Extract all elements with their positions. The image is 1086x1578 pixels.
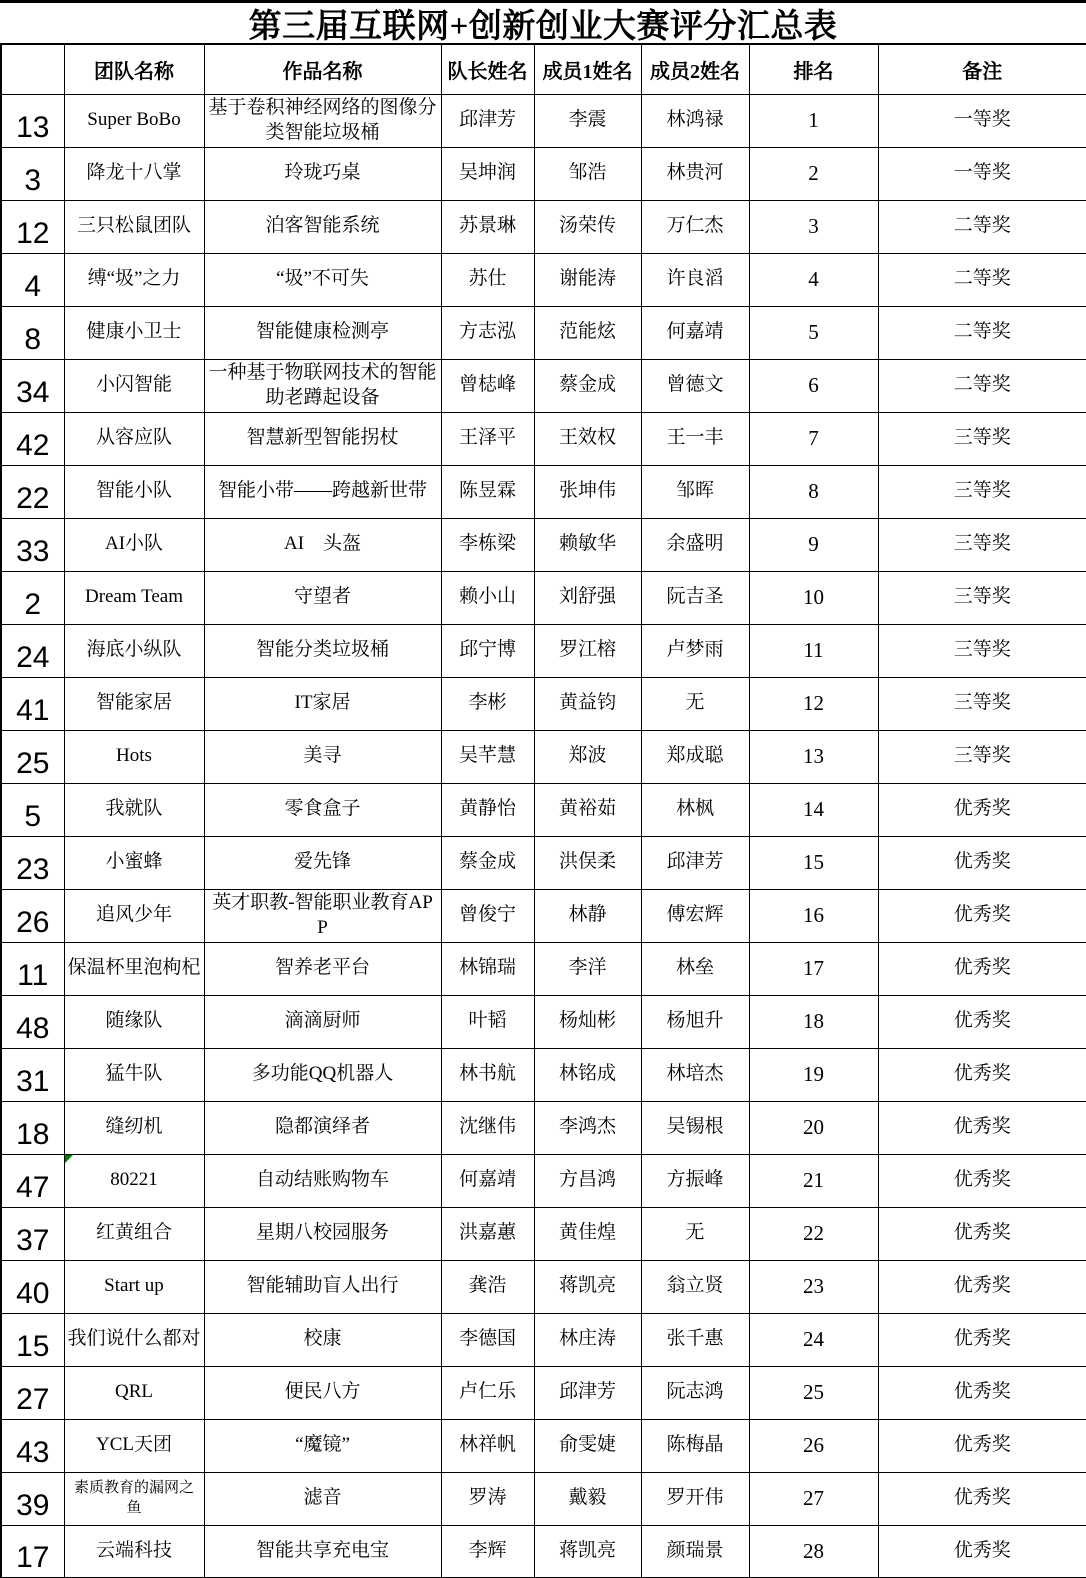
member1-name-cell: 林铭成 bbox=[534, 1048, 641, 1101]
team-name-cell: 素质教育的漏网之鱼 bbox=[64, 1472, 204, 1525]
member1-name-cell: 张坤伟 bbox=[534, 465, 641, 518]
member2-name-cell: 翁立贤 bbox=[641, 1260, 749, 1313]
member1-name-cell: 刘舒强 bbox=[534, 571, 641, 624]
award-cell: 三等奖 bbox=[878, 730, 1086, 783]
table-row bbox=[1, 783, 1086, 836]
member1-name-cell: 蒋凯亮 bbox=[534, 1260, 641, 1313]
table-row bbox=[1, 1048, 1086, 1101]
captain-name-cell: 方志泓 bbox=[441, 306, 534, 359]
captain-name-cell: 黄静怡 bbox=[441, 783, 534, 836]
captain-name-cell: 邱宁博 bbox=[441, 624, 534, 677]
team-name-cell: 海底小纵队 bbox=[64, 624, 204, 677]
member1-name-cell: 蒋凯亮 bbox=[534, 1525, 641, 1578]
captain-name-cell: 陈昱霖 bbox=[441, 465, 534, 518]
team-name-cell: 猛牛队 bbox=[64, 1048, 204, 1101]
row-number-cell: 31 bbox=[1, 1048, 64, 1101]
member2-name-cell: 无 bbox=[641, 1207, 749, 1260]
captain-name-cell: 李栋梁 bbox=[441, 518, 534, 571]
column-header-rank: 排名 bbox=[749, 44, 878, 94]
row-number-cell: 22 bbox=[1, 465, 64, 518]
member1-name-cell: 方昌鸿 bbox=[534, 1154, 641, 1207]
rank-cell: 18 bbox=[749, 995, 878, 1048]
award-cell: 优秀奖 bbox=[878, 942, 1086, 995]
work-name-cell: 智能分类垃圾桶 bbox=[204, 624, 441, 677]
rank-cell: 21 bbox=[749, 1154, 878, 1207]
award-cell: 优秀奖 bbox=[878, 836, 1086, 889]
captain-name-cell: 罗涛 bbox=[441, 1472, 534, 1525]
work-name-cell: “魔镜” bbox=[204, 1419, 441, 1472]
row-number-cell: 39 bbox=[1, 1472, 64, 1525]
rank-cell: 1 bbox=[749, 94, 878, 147]
work-name-cell: 智能共享充电宝 bbox=[204, 1525, 441, 1578]
member2-name-cell: 余盛明 bbox=[641, 518, 749, 571]
member2-name-cell: 邹晖 bbox=[641, 465, 749, 518]
member2-name-cell: 林贵河 bbox=[641, 147, 749, 200]
table-row bbox=[1, 1154, 1086, 1207]
row-number-cell: 47 bbox=[1, 1154, 64, 1207]
row-number-cell: 23 bbox=[1, 836, 64, 889]
row-number-cell: 48 bbox=[1, 995, 64, 1048]
team-name-cell: 随缘队 bbox=[64, 995, 204, 1048]
member1-name-cell: 李鸿杰 bbox=[534, 1101, 641, 1154]
row-number-cell: 26 bbox=[1, 889, 64, 942]
row-number-cell: 12 bbox=[1, 200, 64, 253]
rank-cell: 25 bbox=[749, 1366, 878, 1419]
award-cell: 优秀奖 bbox=[878, 1260, 1086, 1313]
member1-name-cell: 俞雯婕 bbox=[534, 1419, 641, 1472]
member1-name-cell: 汤荣传 bbox=[534, 200, 641, 253]
work-name-cell: 美寻 bbox=[204, 730, 441, 783]
member2-name-cell: 曾德文 bbox=[641, 359, 749, 412]
award-cell: 优秀奖 bbox=[878, 1101, 1086, 1154]
captain-name-cell: 吴芊慧 bbox=[441, 730, 534, 783]
row-number-cell: 24 bbox=[1, 624, 64, 677]
table-row bbox=[1, 1207, 1086, 1260]
member1-name-cell: 谢能涛 bbox=[534, 253, 641, 306]
rank-cell: 5 bbox=[749, 306, 878, 359]
team-name-cell: 降龙十八掌 bbox=[64, 147, 204, 200]
table-row bbox=[1, 94, 1086, 147]
member2-name-cell: 林培杰 bbox=[641, 1048, 749, 1101]
rank-cell: 9 bbox=[749, 518, 878, 571]
rank-cell: 8 bbox=[749, 465, 878, 518]
member2-name-cell: 陈梅晶 bbox=[641, 1419, 749, 1472]
row-number-cell: 42 bbox=[1, 412, 64, 465]
team-name-cell: Start up bbox=[64, 1260, 204, 1313]
team-name-cell: AI小队 bbox=[64, 518, 204, 571]
column-header-remark: 备注 bbox=[878, 44, 1086, 94]
text-as-number-marker-icon bbox=[65, 1155, 73, 1163]
page-title: 第三届互联网+创新创业大赛评分汇总表 bbox=[0, 0, 1086, 43]
award-cell: 优秀奖 bbox=[878, 1313, 1086, 1366]
table-row bbox=[1, 253, 1086, 306]
table-row bbox=[1, 995, 1086, 1048]
rank-cell: 3 bbox=[749, 200, 878, 253]
member1-name-cell: 黄裕茹 bbox=[534, 783, 641, 836]
row-number-cell: 34 bbox=[1, 359, 64, 412]
work-name-cell: 智能辅助盲人出行 bbox=[204, 1260, 441, 1313]
table-row bbox=[1, 836, 1086, 889]
award-cell: 二等奖 bbox=[878, 253, 1086, 306]
table-row bbox=[1, 624, 1086, 677]
table-row bbox=[1, 147, 1086, 200]
row-number-cell: 15 bbox=[1, 1313, 64, 1366]
member1-name-cell: 黄益钧 bbox=[534, 677, 641, 730]
rank-cell: 17 bbox=[749, 942, 878, 995]
rank-cell: 27 bbox=[749, 1472, 878, 1525]
member1-name-cell: 蔡金成 bbox=[534, 359, 641, 412]
team-name-cell: 健康小卫士 bbox=[64, 306, 204, 359]
table-row bbox=[1, 1472, 1086, 1525]
rank-cell: 15 bbox=[749, 836, 878, 889]
captain-name-cell: 吴坤润 bbox=[441, 147, 534, 200]
table-row bbox=[1, 889, 1086, 942]
award-cell: 三等奖 bbox=[878, 518, 1086, 571]
column-header-member2-name: 成员2姓名 bbox=[641, 44, 749, 94]
member2-name-cell: 林垒 bbox=[641, 942, 749, 995]
team-name-cell: 从容应队 bbox=[64, 412, 204, 465]
captain-name-cell: 林祥帆 bbox=[441, 1419, 534, 1472]
work-name-cell: 自动结账购物车 bbox=[204, 1154, 441, 1207]
captain-name-cell: 叶韬 bbox=[441, 995, 534, 1048]
captain-name-cell: 邱津芳 bbox=[441, 94, 534, 147]
work-name-cell: 基于卷积神经网络的图像分类智能垃圾桶 bbox=[204, 94, 441, 147]
rank-cell: 6 bbox=[749, 359, 878, 412]
work-name-cell: 滴滴厨师 bbox=[204, 995, 441, 1048]
member2-name-cell: 无 bbox=[641, 677, 749, 730]
work-name-cell: 便民八方 bbox=[204, 1366, 441, 1419]
team-name-cell: 云端科技 bbox=[64, 1525, 204, 1578]
member1-name-cell: 邹浩 bbox=[534, 147, 641, 200]
member2-name-cell: 阮志鸿 bbox=[641, 1366, 749, 1419]
captain-name-cell: 蔡金成 bbox=[441, 836, 534, 889]
table-row bbox=[1, 1313, 1086, 1366]
row-number-cell: 2 bbox=[1, 571, 64, 624]
captain-name-cell: 李德国 bbox=[441, 1313, 534, 1366]
member2-name-cell: 万仁杰 bbox=[641, 200, 749, 253]
member2-name-cell: 吴锡根 bbox=[641, 1101, 749, 1154]
captain-name-cell: 曾俊宁 bbox=[441, 889, 534, 942]
member1-name-cell: 戴毅 bbox=[534, 1472, 641, 1525]
award-cell: 优秀奖 bbox=[878, 1366, 1086, 1419]
table-row bbox=[1, 1260, 1086, 1313]
work-name-cell: 滤音 bbox=[204, 1472, 441, 1525]
captain-name-cell: 沈继伟 bbox=[441, 1101, 534, 1154]
table-row bbox=[1, 412, 1086, 465]
member1-name-cell: 范能炫 bbox=[534, 306, 641, 359]
work-name-cell: 智慧新型智能拐杖 bbox=[204, 412, 441, 465]
award-cell: 优秀奖 bbox=[878, 889, 1086, 942]
award-cell: 二等奖 bbox=[878, 359, 1086, 412]
table-row bbox=[1, 465, 1086, 518]
row-number-cell: 41 bbox=[1, 677, 64, 730]
award-cell: 优秀奖 bbox=[878, 1472, 1086, 1525]
team-name-cell: 我们说什么都对 bbox=[64, 1313, 204, 1366]
rank-cell: 23 bbox=[749, 1260, 878, 1313]
team-name-cell: 缝纫机 bbox=[64, 1101, 204, 1154]
member1-name-cell: 黄佳煌 bbox=[534, 1207, 641, 1260]
team-name-cell: 红黄组合 bbox=[64, 1207, 204, 1260]
rank-cell: 7 bbox=[749, 412, 878, 465]
row-number-cell: 37 bbox=[1, 1207, 64, 1260]
work-name-cell: 玲珑巧桌 bbox=[204, 147, 441, 200]
team-name-cell: 80221 bbox=[64, 1154, 204, 1207]
member2-name-cell: 邱津芳 bbox=[641, 836, 749, 889]
member1-name-cell: 林静 bbox=[534, 889, 641, 942]
member2-name-cell: 杨旭升 bbox=[641, 995, 749, 1048]
award-cell: 一等奖 bbox=[878, 147, 1086, 200]
award-cell: 二等奖 bbox=[878, 306, 1086, 359]
award-cell: 三等奖 bbox=[878, 677, 1086, 730]
rank-cell: 2 bbox=[749, 147, 878, 200]
table-row bbox=[1, 1525, 1086, 1578]
table-row bbox=[1, 200, 1086, 253]
team-name-cell: YCL天团 bbox=[64, 1419, 204, 1472]
column-header-member1-name: 成员1姓名 bbox=[534, 44, 641, 94]
work-name-cell: IT家居 bbox=[204, 677, 441, 730]
member1-name-cell: 杨灿彬 bbox=[534, 995, 641, 1048]
rank-cell: 28 bbox=[749, 1525, 878, 1578]
captain-name-cell: 苏仕 bbox=[441, 253, 534, 306]
team-name-cell: Super BoBo bbox=[64, 94, 204, 147]
rank-cell: 11 bbox=[749, 624, 878, 677]
work-name-cell: 多功能QQ机器人 bbox=[204, 1048, 441, 1101]
award-cell: 优秀奖 bbox=[878, 783, 1086, 836]
team-name-cell: 保温杯里泡枸杞 bbox=[64, 942, 204, 995]
table-row bbox=[1, 571, 1086, 624]
rank-cell: 12 bbox=[749, 677, 878, 730]
column-header-team-name: 团队名称 bbox=[64, 44, 204, 94]
team-name-cell: 缚“圾”之力 bbox=[64, 253, 204, 306]
award-cell: 三等奖 bbox=[878, 624, 1086, 677]
team-name-cell: Hots bbox=[64, 730, 204, 783]
captain-name-cell: 卢仁乐 bbox=[441, 1366, 534, 1419]
member2-name-cell: 林鸿禄 bbox=[641, 94, 749, 147]
table-body bbox=[1, 94, 1086, 1578]
rank-cell: 19 bbox=[749, 1048, 878, 1101]
member1-name-cell: 林庄涛 bbox=[534, 1313, 641, 1366]
work-name-cell: “圾”不可失 bbox=[204, 253, 441, 306]
row-number-cell: 8 bbox=[1, 306, 64, 359]
award-cell: 三等奖 bbox=[878, 412, 1086, 465]
captain-name-cell: 李彬 bbox=[441, 677, 534, 730]
row-number-cell: 13 bbox=[1, 94, 64, 147]
member1-name-cell: 李洋 bbox=[534, 942, 641, 995]
member2-name-cell: 方振峰 bbox=[641, 1154, 749, 1207]
table-row bbox=[1, 1101, 1086, 1154]
captain-name-cell: 王泽平 bbox=[441, 412, 534, 465]
column-header-work-name: 作品名称 bbox=[204, 44, 441, 94]
award-cell: 三等奖 bbox=[878, 465, 1086, 518]
table-row bbox=[1, 1419, 1086, 1472]
rank-cell: 13 bbox=[749, 730, 878, 783]
team-name-cell: 三只松鼠团队 bbox=[64, 200, 204, 253]
captain-name-cell: 曾梽峰 bbox=[441, 359, 534, 412]
member1-name-cell: 罗江榕 bbox=[534, 624, 641, 677]
work-name-cell: 零食盒子 bbox=[204, 783, 441, 836]
captain-name-cell: 苏景琳 bbox=[441, 200, 534, 253]
award-cell: 优秀奖 bbox=[878, 1048, 1086, 1101]
work-name-cell: 智能小带——跨越新世带 bbox=[204, 465, 441, 518]
table-row bbox=[1, 677, 1086, 730]
header-row bbox=[1, 44, 1086, 94]
score-table bbox=[0, 43, 1086, 1578]
captain-name-cell: 林书航 bbox=[441, 1048, 534, 1101]
table-row bbox=[1, 942, 1086, 995]
work-name-cell: 泊客智能系统 bbox=[204, 200, 441, 253]
rank-cell: 22 bbox=[749, 1207, 878, 1260]
row-number-cell: 43 bbox=[1, 1419, 64, 1472]
table-row bbox=[1, 518, 1086, 571]
rank-cell: 16 bbox=[749, 889, 878, 942]
column-header-captain-name: 队长姓名 bbox=[441, 44, 534, 94]
work-name-cell: 英才职教-智能职业教育APP bbox=[204, 889, 441, 942]
award-cell: 二等奖 bbox=[878, 200, 1086, 253]
member2-name-cell: 卢梦雨 bbox=[641, 624, 749, 677]
award-cell: 一等奖 bbox=[878, 94, 1086, 147]
member1-name-cell: 邱津芳 bbox=[534, 1366, 641, 1419]
member2-name-cell: 罗开伟 bbox=[641, 1472, 749, 1525]
member2-name-cell: 傅宏辉 bbox=[641, 889, 749, 942]
award-cell: 三等奖 bbox=[878, 571, 1086, 624]
member2-name-cell: 张千惠 bbox=[641, 1313, 749, 1366]
member2-name-cell: 许良滔 bbox=[641, 253, 749, 306]
member1-name-cell: 郑波 bbox=[534, 730, 641, 783]
team-name-cell: Dream Team bbox=[64, 571, 204, 624]
rank-cell: 14 bbox=[749, 783, 878, 836]
award-cell: 优秀奖 bbox=[878, 1525, 1086, 1578]
rank-cell: 10 bbox=[749, 571, 878, 624]
member2-name-cell: 林枫 bbox=[641, 783, 749, 836]
team-name-cell: 智能小队 bbox=[64, 465, 204, 518]
work-name-cell: 爱先锋 bbox=[204, 836, 441, 889]
team-name-cell: QRL bbox=[64, 1366, 204, 1419]
row-number-cell: 25 bbox=[1, 730, 64, 783]
captain-name-cell: 洪嘉蕙 bbox=[441, 1207, 534, 1260]
work-name-cell: 智能健康检测亭 bbox=[204, 306, 441, 359]
rank-cell: 26 bbox=[749, 1419, 878, 1472]
row-number-cell: 11 bbox=[1, 942, 64, 995]
team-name-cell: 追风少年 bbox=[64, 889, 204, 942]
work-name-cell: 校康 bbox=[204, 1313, 441, 1366]
rank-cell: 20 bbox=[749, 1101, 878, 1154]
member2-name-cell: 何嘉靖 bbox=[641, 306, 749, 359]
award-cell: 优秀奖 bbox=[878, 995, 1086, 1048]
row-number-cell: 3 bbox=[1, 147, 64, 200]
work-name-cell: 一种基于物联网技术的智能助老蹲起设备 bbox=[204, 359, 441, 412]
row-number-cell: 17 bbox=[1, 1525, 64, 1578]
captain-name-cell: 赖小山 bbox=[441, 571, 534, 624]
award-cell: 优秀奖 bbox=[878, 1154, 1086, 1207]
work-name-cell: 守望者 bbox=[204, 571, 441, 624]
member1-name-cell: 王效权 bbox=[534, 412, 641, 465]
team-name-cell: 我就队 bbox=[64, 783, 204, 836]
member1-name-cell: 李震 bbox=[534, 94, 641, 147]
captain-name-cell: 李辉 bbox=[441, 1525, 534, 1578]
row-number-cell: 4 bbox=[1, 253, 64, 306]
captain-name-cell: 龚浩 bbox=[441, 1260, 534, 1313]
award-cell: 优秀奖 bbox=[878, 1419, 1086, 1472]
member2-name-cell: 郑成聪 bbox=[641, 730, 749, 783]
rank-cell: 4 bbox=[749, 253, 878, 306]
row-number-cell: 33 bbox=[1, 518, 64, 571]
captain-name-cell: 林锦瑞 bbox=[441, 942, 534, 995]
table-row bbox=[1, 306, 1086, 359]
table-row bbox=[1, 359, 1086, 412]
table-row bbox=[1, 730, 1086, 783]
award-cell: 优秀奖 bbox=[878, 1207, 1086, 1260]
rank-cell: 24 bbox=[749, 1313, 878, 1366]
work-name-cell: 隐都演绎者 bbox=[204, 1101, 441, 1154]
member2-name-cell: 阮吉圣 bbox=[641, 571, 749, 624]
team-name-cell: 小蜜蜂 bbox=[64, 836, 204, 889]
team-name-cell: 智能家居 bbox=[64, 677, 204, 730]
member2-name-cell: 王一丰 bbox=[641, 412, 749, 465]
member2-name-cell: 颜瑞景 bbox=[641, 1525, 749, 1578]
table-row bbox=[1, 1366, 1086, 1419]
row-number-cell: 18 bbox=[1, 1101, 64, 1154]
row-number-cell: 40 bbox=[1, 1260, 64, 1313]
member1-name-cell: 洪俣柔 bbox=[534, 836, 641, 889]
captain-name-cell: 何嘉靖 bbox=[441, 1154, 534, 1207]
work-name-cell: AI 头盔 bbox=[204, 518, 441, 571]
row-number-cell: 5 bbox=[1, 783, 64, 836]
work-name-cell: 智养老平台 bbox=[204, 942, 441, 995]
row-number-cell: 27 bbox=[1, 1366, 64, 1419]
work-name-cell: 星期八校园服务 bbox=[204, 1207, 441, 1260]
team-name-cell: 小闪智能 bbox=[64, 359, 204, 412]
member1-name-cell: 赖敏华 bbox=[534, 518, 641, 571]
column-header-index bbox=[1, 44, 64, 94]
